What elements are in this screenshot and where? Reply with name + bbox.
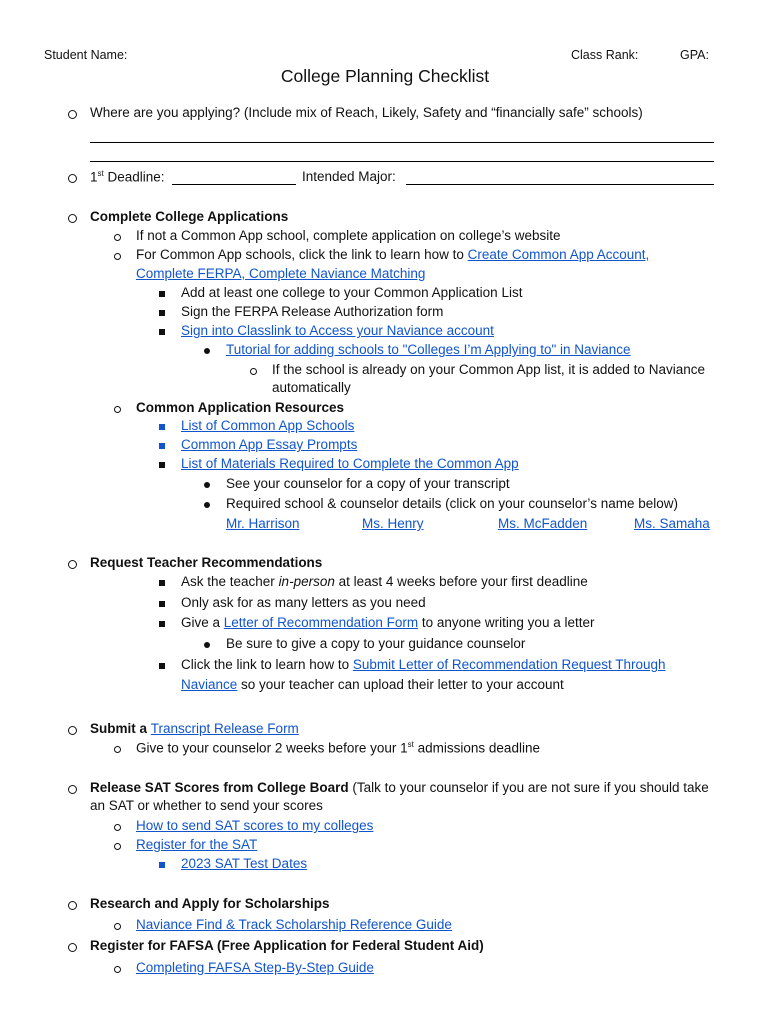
- ask-italic: in-person: [278, 574, 335, 589]
- list-common-app-schools-link[interactable]: List of Common App Schools: [181, 418, 355, 433]
- send-sat-scores-link[interactable]: How to send SAT scores to my colleges: [136, 818, 374, 833]
- applying-answer-line-1[interactable]: [90, 142, 714, 143]
- auto-added-text-2: automatically: [272, 380, 351, 395]
- page-title: College Planning Checklist: [280, 66, 490, 86]
- auto-added-text-1: If the school is already on your Common App list, it is added to Naviance: [272, 362, 705, 377]
- square-bullet-icon: [159, 862, 165, 868]
- only-ask-item: Only ask for as many letters as you need: [181, 595, 426, 610]
- dot-bullet-icon: [204, 642, 210, 648]
- small-circle-bullet-icon: [114, 923, 121, 930]
- materials-required-link[interactable]: List of Materials Required to Complete the Common App: [181, 456, 519, 471]
- submit-request-item-cont: [181, 677, 564, 692]
- counselor-harrison-link[interactable]: Mr. Harrison: [226, 516, 300, 531]
- counselor-henry-link[interactable]: Ms. Henry: [362, 516, 424, 531]
- deadline-prefix: 1: [90, 169, 98, 185]
- dot-bullet-icon: [204, 348, 210, 354]
- dot-bullet-icon: [204, 482, 210, 488]
- hollow-circle-bullet-icon: [68, 785, 77, 794]
- counselor-mcfadden-link[interactable]: Ms. McFadden: [498, 516, 588, 531]
- square-bullet-icon: [159, 601, 165, 607]
- click-suffix: so your teacher can upload their letter to your account: [237, 677, 564, 692]
- transcript-give-item: [136, 740, 540, 756]
- sat-text-1: (Talk to your counselor if you are not sure if you should take: [348, 780, 709, 795]
- hollow-circle-bullet-icon: [68, 560, 77, 569]
- transcript-give-suffix: admissions deadline: [413, 740, 540, 756]
- copy-counselor-item: Be sure to give a copy to your guidance counselor: [226, 636, 526, 651]
- student-name-label: Student Name:: [44, 48, 128, 62]
- counselor-details-item: Required school & counselor details (click on your counselor’s name below): [226, 496, 678, 511]
- small-circle-bullet-icon: [114, 746, 121, 753]
- hollow-circle-bullet-icon: [68, 726, 77, 735]
- letter-of-recommendation-link[interactable]: Letter of Recommendation Form: [223, 615, 419, 630]
- square-bullet-icon: [159, 663, 165, 669]
- square-bullet-icon: [159, 329, 165, 335]
- give-prefix: Give a: [181, 615, 224, 630]
- scholarships-heading: Research and Apply for Scholarships: [90, 896, 330, 911]
- hollow-circle-bullet-icon: [68, 943, 77, 952]
- square-bullet-icon: [159, 310, 165, 316]
- naviance-link[interactable]: Naviance: [181, 677, 238, 692]
- applying-answer-line-2[interactable]: [90, 161, 714, 162]
- hollow-circle-bullet-icon: [68, 174, 77, 183]
- ask-suffix: at least 4 weeks before your first deadline: [334, 574, 588, 589]
- major-answer-line[interactable]: [406, 184, 714, 185]
- square-bullet-icon: [159, 462, 165, 468]
- create-common-app-link[interactable]: Create Common App Account,: [467, 247, 650, 262]
- square-bullet-icon: [159, 424, 165, 430]
- deadline-sup: st: [97, 169, 104, 178]
- class-rank-label: Class Rank:: [571, 48, 639, 62]
- scholarship-guide-link[interactable]: Naviance Find & Track Scholarship Reference Guide: [136, 917, 452, 932]
- sat-test-dates-link[interactable]: 2023 SAT Test Dates: [181, 856, 308, 871]
- ask-in-person-item: [181, 574, 588, 589]
- resources-heading: Common Application Resources: [136, 400, 345, 415]
- applying-question: Where are you applying? (Include mix of Reach, Likely, Safety and “financially safe” schools): [90, 105, 643, 120]
- click-prefix: Click the link to learn how to: [181, 657, 353, 672]
- small-circle-bullet-icon: [114, 406, 121, 413]
- give-suffix: to anyone writing you a letter: [418, 615, 595, 630]
- dot-bullet-icon: [204, 502, 210, 508]
- submit-request-naviance-link[interactable]: Submit Letter of Recommendation Request Through: [352, 657, 666, 672]
- recommendations-heading: Request Teacher Recommendations: [90, 555, 323, 570]
- fafsa-heading: Register for FAFSA (Free Application for Federal Student Aid): [90, 938, 484, 953]
- gpa-label: GPA:: [680, 48, 709, 62]
- complete-ferpa-naviance-link[interactable]: Complete FERPA, Complete Naviance Matching: [136, 266, 426, 281]
- register-sat-link[interactable]: Register for the SAT: [136, 837, 258, 852]
- sat-heading-row: [90, 780, 709, 795]
- small-circle-bullet-icon: [114, 843, 121, 850]
- deadline-text: Deadline:: [103, 169, 165, 185]
- fafsa-guide-link[interactable]: Completing FAFSA Step-By-Step Guide: [136, 960, 374, 975]
- give-letter-item: [181, 615, 594, 630]
- transcript-heading-row: [90, 721, 299, 736]
- small-circle-bullet-icon: [114, 234, 121, 241]
- ferpa-item: Sign the FERPA Release Authorization form: [181, 304, 444, 319]
- counselor-samaha-link[interactable]: Ms. Samaha: [634, 516, 710, 531]
- submit-request-item: [181, 657, 666, 672]
- deadline-answer-line[interactable]: [172, 184, 296, 185]
- tutorial-link[interactable]: Tutorial for adding schools to "Colleges I’m Applying to" in Naviance: [226, 342, 631, 357]
- small-circle-bullet-icon: [114, 824, 121, 831]
- small-circle-bullet-icon: [250, 368, 257, 375]
- essay-prompts-link[interactable]: Common App Essay Prompts: [181, 437, 358, 452]
- complete-apps-heading: Complete College Applications: [90, 209, 289, 224]
- not-common-app-item: If not a Common App school, complete application on college’s website: [136, 228, 561, 243]
- common-app-item: [136, 247, 649, 262]
- small-circle-bullet-icon: [114, 966, 121, 973]
- ask-prefix: Ask the teacher: [181, 574, 279, 589]
- hollow-circle-bullet-icon: [68, 214, 77, 223]
- add-college-item: Add at least one college to your Common Application List: [181, 285, 523, 300]
- hollow-circle-bullet-icon: [68, 110, 77, 119]
- square-bullet-icon: [159, 580, 165, 586]
- sat-heading: Release SAT Scores from College Board: [90, 780, 349, 795]
- major-label: Intended Major:: [302, 169, 396, 184]
- square-bullet-icon: [159, 621, 165, 627]
- square-bullet-icon: [159, 291, 165, 297]
- transcript-give-sup: st: [407, 740, 414, 749]
- small-circle-bullet-icon: [114, 253, 121, 260]
- transcript-copy-item: See your counselor for a copy of your transcript: [226, 476, 510, 491]
- sat-text-2: an SAT or whether to send your scores: [90, 798, 323, 813]
- transcript-heading: Submit a: [90, 721, 151, 736]
- hollow-circle-bullet-icon: [68, 901, 77, 910]
- square-bullet-icon: [159, 443, 165, 449]
- transcript-give-prefix: Give to your counselor 2 weeks before your 1: [136, 740, 408, 756]
- classlink-link[interactable]: Sign into Classlink to Access your Naviance account: [181, 323, 494, 338]
- common-app-text: For Common App schools, click the link to learn how to: [136, 247, 468, 262]
- transcript-release-form-link[interactable]: Transcript Release Form: [150, 721, 299, 736]
- deadline-label: [90, 169, 165, 185]
